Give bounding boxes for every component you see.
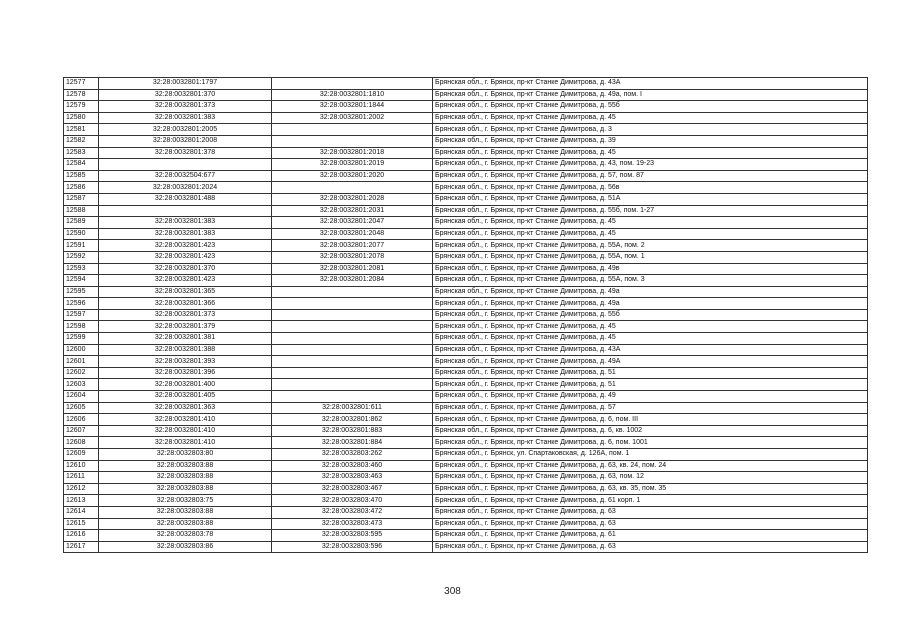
address-cell: Брянская обл., г. Брянск, пр-кт Станке Димитрова, д. 49в: [433, 263, 868, 275]
cadastral-number-cell: 32:28:0032803:78: [99, 530, 272, 542]
address-cell: Брянская обл., г. Брянск, пр-кт Станке Димитрова, д. 55А, пом. 2: [433, 240, 868, 252]
cadastral-number-cell: 32:28:0032801:2005: [99, 124, 272, 136]
address-cell: Брянская обл., г. Брянск, пр-кт Станке Димитрова, д. 51: [433, 379, 868, 391]
table-row: [64, 112, 868, 124]
table-row: [64, 228, 868, 240]
table-row: [64, 367, 868, 379]
address-cell: Брянская обл., г. Брянск, пр-кт Станке Димитрова, д. 43А: [433, 344, 868, 356]
cadastral-number-cell: 32:28:0032803:88: [99, 483, 272, 495]
cadastral-number-cell: 32:28:0032801:423: [99, 240, 272, 252]
cadastral-number-cell: [99, 205, 272, 217]
cadastral-number-cell: [99, 159, 272, 171]
cadastral-number-cell: 32:28:0032803:88: [99, 518, 272, 530]
object-number-cell: [272, 124, 433, 136]
cadastral-number-cell: 32:28:0032801:366: [99, 298, 272, 310]
object-number-cell: 32:28:0032801:2081: [272, 263, 433, 275]
object-number-cell: 32:28:0032801:862: [272, 414, 433, 426]
object-number-cell: [272, 182, 433, 194]
table-row: [64, 483, 868, 495]
cadastral-number-cell: 32:28:0032801:393: [99, 356, 272, 368]
row-number-cell: 12617: [64, 541, 99, 553]
address-cell: Брянская обл., г. Брянск, пр-кт Станке Димитрова, д. 45: [433, 333, 868, 345]
object-number-cell: [272, 391, 433, 403]
cadastral-number-cell: 32:28:0032801:373: [99, 101, 272, 113]
table-row: [64, 89, 868, 101]
row-number-cell: 12596: [64, 298, 99, 310]
object-number-cell: [272, 309, 433, 321]
object-number-cell: 32:28:0032803:460: [272, 460, 433, 472]
table-row: [64, 460, 868, 472]
registry-table-body: [64, 78, 868, 553]
table-row: [64, 147, 868, 159]
table-row: [64, 170, 868, 182]
address-cell: Брянская обл., г. Брянск, пр-кт Станке Димитрова, д. 49а: [433, 298, 868, 310]
address-cell: Брянская обл., г. Брянск, пр-кт Станке Димитрова, д. 61 корп. 1: [433, 495, 868, 507]
address-cell: Брянская обл., г. Брянск, пр-кт Станке Димитрова, д. 45: [433, 112, 868, 124]
table-row: [64, 506, 868, 518]
cadastral-number-cell: 32:28:0032801:410: [99, 425, 272, 437]
object-number-cell: 32:28:0032803:470: [272, 495, 433, 507]
object-number-cell: 32:28:0032801:2031: [272, 205, 433, 217]
row-number-cell: 12598: [64, 321, 99, 333]
table-row: [64, 425, 868, 437]
object-number-cell: 32:28:0032803:595: [272, 530, 433, 542]
row-number-cell: 12594: [64, 275, 99, 287]
object-number-cell: 32:28:0032803:262: [272, 449, 433, 461]
address-cell: Брянская обл., г. Брянск, пр-кт Станке Димитрова, д. 6, пом. 1001: [433, 437, 868, 449]
row-number-cell: 12609: [64, 449, 99, 461]
registry-table: [63, 77, 868, 553]
cadastral-number-cell: 32:28:0032801:378: [99, 147, 272, 159]
table-row: [64, 472, 868, 484]
address-cell: Брянская обл., г. Брянск, пр-кт Станке Димитрова, д. 55б: [433, 309, 868, 321]
address-cell: Брянская обл., г. Брянск, пр-кт Станке Димитрова, д. 6, кв. 1002: [433, 425, 868, 437]
object-number-cell: 32:28:0032803:473: [272, 518, 433, 530]
table-row: [64, 321, 868, 333]
cadastral-number-cell: 32:28:0032801:423: [99, 275, 272, 287]
address-cell: Брянская обл., г. Брянск, пр-кт Станке Димитрова, д. 39: [433, 135, 868, 147]
address-cell: Брянская обл., г. Брянск, пр-кт Станке Димитрова, д. 56в: [433, 182, 868, 194]
object-number-cell: 32:28:0032803:472: [272, 506, 433, 518]
object-number-cell: 32:28:0032801:2078: [272, 251, 433, 263]
cadastral-number-cell: 32:28:0032801:383: [99, 217, 272, 229]
cadastral-number-cell: 32:28:0032801:363: [99, 402, 272, 414]
table-row: [64, 518, 868, 530]
row-number-cell: 12581: [64, 124, 99, 136]
address-cell: Брянская обл., г. Брянск, пр-кт Станке Димитрова, д. 6, пом. III: [433, 414, 868, 426]
row-number-cell: 12604: [64, 391, 99, 403]
address-cell: Брянская обл., г. Брянск, пр-кт Станке Димитрова, д. 57: [433, 402, 868, 414]
address-cell: Брянская обл., г. Брянск, пр-кт Станке Димитрова, д. 55А, пом. 1: [433, 251, 868, 263]
object-number-cell: 32:28:0032801:2077: [272, 240, 433, 252]
address-cell: Брянская обл., г. Брянск, пр-кт Станке Димитрова, д. 43А: [433, 78, 868, 90]
cadastral-number-cell: 32:28:0032803:86: [99, 541, 272, 553]
address-cell: Брянская обл., г. Брянск, пр-кт Станке Димитрова, д. 63: [433, 518, 868, 530]
row-number-cell: 12577: [64, 78, 99, 90]
object-number-cell: [272, 344, 433, 356]
row-number-cell: 12578: [64, 89, 99, 101]
row-number-cell: 12613: [64, 495, 99, 507]
cadastral-number-cell: 32:28:0032803:75: [99, 495, 272, 507]
address-cell: Брянская обл., г. Брянск, пр-кт Станке Димитрова, д. 57, пом. 87: [433, 170, 868, 182]
row-number-cell: 12606: [64, 414, 99, 426]
address-cell: Брянская обл., г. Брянск, пр-кт Станке Димитрова, д. 49а, пом. I: [433, 89, 868, 101]
object-number-cell: [272, 379, 433, 391]
address-cell: Брянская обл., г. Брянск, пр-кт Станке Димитрова, д. 3: [433, 124, 868, 136]
address-cell: Брянская обл., г. Брянск, пр-кт Станке Димитрова, д. 45: [433, 217, 868, 229]
address-cell: Брянская обл., г. Брянск, пр-кт Станке Димитрова, д. 63, кв. 35, пом. 35: [433, 483, 868, 495]
cadastral-number-cell: 32:28:0032801:388: [99, 344, 272, 356]
object-number-cell: 32:28:0032801:2002: [272, 112, 433, 124]
table-row: [64, 344, 868, 356]
cadastral-number-cell: 32:28:0032801:488: [99, 193, 272, 205]
object-number-cell: 32:28:0032801:1810: [272, 89, 433, 101]
cadastral-number-cell: 32:28:0032801:1797: [99, 78, 272, 90]
address-cell: Брянская обл., г. Брянск, пр-кт Станке Димитрова, д. 45: [433, 228, 868, 240]
row-number-cell: 12612: [64, 483, 99, 495]
cadastral-number-cell: 32:28:0032801:400: [99, 379, 272, 391]
object-number-cell: [272, 286, 433, 298]
table-row: [64, 449, 868, 461]
address-cell: Брянская обл., г. Брянск, пр-кт Станке Димитрова, д. 43, пом. 19-23: [433, 159, 868, 171]
row-number-cell: 12588: [64, 205, 99, 217]
address-cell: Брянская обл., г. Брянск, пр-кт Станке Димитрова, д. 63, кв. 24, пом. 24: [433, 460, 868, 472]
row-number-cell: 12593: [64, 263, 99, 275]
table-row: [64, 159, 868, 171]
cadastral-number-cell: 32:28:0032801:2024: [99, 182, 272, 194]
row-number-cell: 12607: [64, 425, 99, 437]
address-cell: Брянская обл., г. Брянск, пр-кт Станке Димитрова, д. 63: [433, 541, 868, 553]
object-number-cell: 32:28:0032801:2020: [272, 170, 433, 182]
object-number-cell: 32:28:0032801:2019: [272, 159, 433, 171]
table-row: [64, 205, 868, 217]
address-cell: Брянская обл., г. Брянск, ул. Спартаковская, д. 126А, пом. 1: [433, 449, 868, 461]
table-row: [64, 391, 868, 403]
address-cell: Брянская обл., г. Брянск, пр-кт Станке Димитрова, д. 51: [433, 367, 868, 379]
table-row: [64, 356, 868, 368]
object-number-cell: [272, 135, 433, 147]
address-cell: Брянская обл., г. Брянск, пр-кт Станке Димитрова, д. 55б: [433, 101, 868, 113]
table-row: [64, 263, 868, 275]
table-row: [64, 379, 868, 391]
row-number-cell: 12585: [64, 170, 99, 182]
row-number-cell: 12600: [64, 344, 99, 356]
cadastral-number-cell: 32:28:0032801:410: [99, 414, 272, 426]
cadastral-number-cell: 32:28:0032803:88: [99, 460, 272, 472]
object-number-cell: [272, 78, 433, 90]
cadastral-number-cell: 32:28:0032803:88: [99, 472, 272, 484]
object-number-cell: [272, 321, 433, 333]
cadastral-number-cell: 32:28:0032803:88: [99, 506, 272, 518]
object-number-cell: 32:28:0032801:2018: [272, 147, 433, 159]
row-number-cell: 12599: [64, 333, 99, 345]
object-number-cell: 32:28:0032803:467: [272, 483, 433, 495]
address-cell: Брянская обл., г. Брянск, пр-кт Станке Димитрова, д. 55А, пом. 3: [433, 275, 868, 287]
row-number-cell: 12614: [64, 506, 99, 518]
object-number-cell: 32:28:0032801:611: [272, 402, 433, 414]
object-number-cell: 32:28:0032801:2048: [272, 228, 433, 240]
object-number-cell: [272, 333, 433, 345]
row-number-cell: 12602: [64, 367, 99, 379]
table-row: [64, 217, 868, 229]
table-row: [64, 495, 868, 507]
row-number-cell: 12579: [64, 101, 99, 113]
object-number-cell: 32:28:0032801:2084: [272, 275, 433, 287]
row-number-cell: 12616: [64, 530, 99, 542]
row-number-cell: 12580: [64, 112, 99, 124]
object-number-cell: 32:28:0032803:596: [272, 541, 433, 553]
row-number-cell: 12610: [64, 460, 99, 472]
cadastral-number-cell: 32:28:0032801:381: [99, 333, 272, 345]
address-cell: Брянская обл., г. Брянск, пр-кт Станке Димитрова, д. 51А: [433, 193, 868, 205]
object-number-cell: [272, 367, 433, 379]
address-cell: Брянская обл., г. Брянск, пр-кт Станке Димитрова, д. 49: [433, 391, 868, 403]
page-number: 308: [444, 586, 461, 597]
address-cell: Брянская обл., г. Брянск, пр-кт Станке Димитрова, д. 55б, пом. 1-27: [433, 205, 868, 217]
address-cell: Брянская обл., г. Брянск, пр-кт Станке Димитрова, д. 49А: [433, 356, 868, 368]
row-number-cell: 12611: [64, 472, 99, 484]
object-number-cell: 32:28:0032801:2047: [272, 217, 433, 229]
table-row: [64, 333, 868, 345]
row-number-cell: 12597: [64, 309, 99, 321]
table-row: [64, 275, 868, 287]
object-number-cell: 32:28:0032801:883: [272, 425, 433, 437]
table-row: [64, 530, 868, 542]
row-number-cell: 12605: [64, 402, 99, 414]
row-number-cell: 12583: [64, 147, 99, 159]
address-cell: Брянская обл., г. Брянск, пр-кт Станке Димитрова, д. 63, пом. 12: [433, 472, 868, 484]
table-row: [64, 135, 868, 147]
object-number-cell: 32:28:0032801:2028: [272, 193, 433, 205]
address-cell: Брянская обл., г. Брянск, пр-кт Станке Димитрова, д. 45: [433, 147, 868, 159]
row-number-cell: 12591: [64, 240, 99, 252]
row-number-cell: 12589: [64, 217, 99, 229]
cadastral-number-cell: 32:28:0032801:396: [99, 367, 272, 379]
table-row: [64, 251, 868, 263]
row-number-cell: 12595: [64, 286, 99, 298]
cadastral-number-cell: 32:28:0032801:2008: [99, 135, 272, 147]
object-number-cell: [272, 356, 433, 368]
address-cell: Брянская обл., г. Брянск, пр-кт Станке Димитрова, д. 49а: [433, 286, 868, 298]
cadastral-number-cell: 32:28:0032801:410: [99, 437, 272, 449]
cadastral-number-cell: 32:28:0032801:383: [99, 228, 272, 240]
table-row: [64, 240, 868, 252]
cadastral-number-cell: 32:28:0032801:365: [99, 286, 272, 298]
cadastral-number-cell: 32:28:0032801:373: [99, 309, 272, 321]
cadastral-number-cell: 32:28:0032801:379: [99, 321, 272, 333]
table-row: [64, 101, 868, 113]
row-number-cell: 12603: [64, 379, 99, 391]
object-number-cell: 32:28:0032801:884: [272, 437, 433, 449]
row-number-cell: 12615: [64, 518, 99, 530]
cadastral-number-cell: 32:28:0032504:677: [99, 170, 272, 182]
cadastral-number-cell: 32:28:0032803:80: [99, 449, 272, 461]
table-row: [64, 437, 868, 449]
table-row: [64, 124, 868, 136]
row-number-cell: 12601: [64, 356, 99, 368]
table-row: [64, 414, 868, 426]
cadastral-number-cell: 32:28:0032801:370: [99, 263, 272, 275]
table-row: [64, 78, 868, 90]
row-number-cell: 12590: [64, 228, 99, 240]
cadastral-number-cell: 32:28:0032801:383: [99, 112, 272, 124]
table-row: [64, 182, 868, 194]
cadastral-number-cell: 32:28:0032801:423: [99, 251, 272, 263]
table-row: [64, 541, 868, 553]
table-row: [64, 298, 868, 310]
row-number-cell: 12586: [64, 182, 99, 194]
object-number-cell: 32:28:0032801:1844: [272, 101, 433, 113]
address-cell: Брянская обл., г. Брянск, пр-кт Станке Димитрова, д. 61: [433, 530, 868, 542]
row-number-cell: 12587: [64, 193, 99, 205]
cadastral-number-cell: 32:28:0032801:370: [99, 89, 272, 101]
address-cell: Брянская обл., г. Брянск, пр-кт Станке Димитрова, д. 45: [433, 321, 868, 333]
object-number-cell: [272, 298, 433, 310]
address-cell: Брянская обл., г. Брянск, пр-кт Станке Димитрова, д. 63: [433, 506, 868, 518]
row-number-cell: 12582: [64, 135, 99, 147]
row-number-cell: 12592: [64, 251, 99, 263]
table-row: [64, 193, 868, 205]
table-row: [64, 402, 868, 414]
table-row: [64, 309, 868, 321]
object-number-cell: 32:28:0032803:463: [272, 472, 433, 484]
row-number-cell: 12608: [64, 437, 99, 449]
table-row: [64, 286, 868, 298]
row-number-cell: 12584: [64, 159, 99, 171]
cadastral-number-cell: 32:28:0032801:405: [99, 391, 272, 403]
